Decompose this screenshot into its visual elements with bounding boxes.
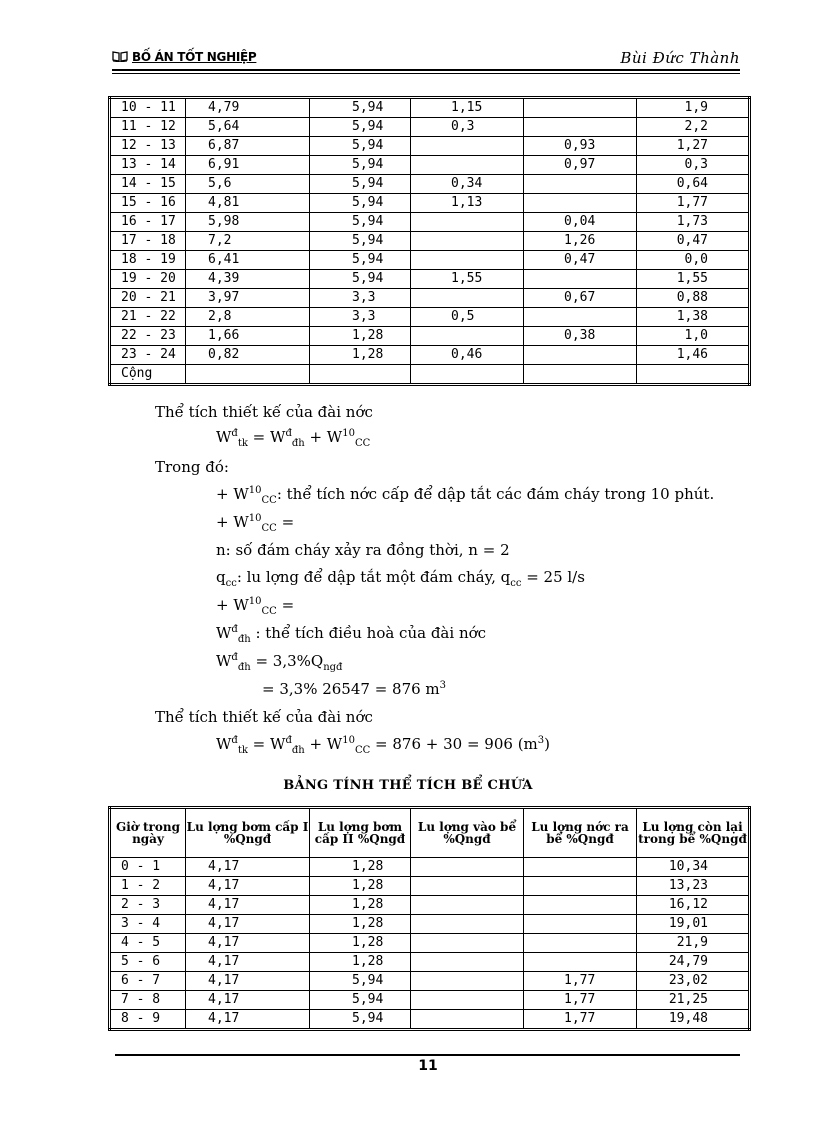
table-cell: 4,17 [186,934,310,953]
table-cell [524,346,637,365]
table-cell [411,934,524,953]
table-cell [411,327,524,346]
table-row [110,175,750,194]
table-row [110,1010,750,1030]
table-cell: 5,94 [310,175,411,194]
table-cell: 1,73 [637,213,750,232]
table-cell: 0,5 [411,308,524,327]
column-header: Lu lợng vào bể %Qngđ [411,808,524,858]
table-cell: 10 - 11 [110,98,186,118]
table-row [110,289,750,308]
table-cell: 4,17 [186,972,310,991]
text-line: $W^đ_{đh}$ : thể tích điều hoà của đài nớc [216,624,487,645]
table-cell [411,991,524,1010]
table-cell [524,98,637,118]
table-cell [411,251,524,270]
table-cell: 0,3 [637,156,750,175]
table-row [110,118,750,137]
table-cell: 11 - 12 [110,118,186,137]
header-author: Bùi Đức Thành [620,49,740,67]
table-cell: 1,55 [411,270,524,289]
table-row [110,346,750,365]
text-line: $q_{cc}$: lu lợng để dập tắt một đám cháy, $q_{cc} = 25$ l/s [216,568,585,589]
table-cell: 1,9 [637,98,750,118]
table-cell: 5,94 [310,98,411,118]
water-tower-table-body [110,98,750,385]
table-cell [524,934,637,953]
table-row [110,934,750,953]
table-cell: 14 - 15 [110,175,186,194]
table-cell: 1,28 [310,915,411,934]
table-cell: 1,28 [310,934,411,953]
table-cell: 1,55 [637,270,750,289]
table-row [110,308,750,327]
table-cell: 16 - 17 [110,213,186,232]
table-cell [524,877,637,896]
table-cell: 0,38 [524,327,637,346]
table-cell: 5,94 [310,991,411,1010]
header-left-text: BỐ ÁN TỐT NGHIỆP [132,50,257,64]
table-cell: 1,28 [310,327,411,346]
table-row [110,156,750,175]
table-row [110,232,750,251]
table-cell: 5,94 [310,251,411,270]
column-header: Lu lợng bơm cấp II %Qngđ [310,808,411,858]
table-cell: 4,17 [186,953,310,972]
table-row [110,896,750,915]
reservoir-table [108,806,751,1031]
formula-line: $W^đ_{tk} = W^đ_{đh} + W^{10}_{CC} = 876 + 30 = 906$ $(m^3)$ [216,735,551,756]
table-row [110,972,750,991]
table-cell [186,365,310,385]
table-cell [411,915,524,934]
table-cell: 1,77 [524,972,637,991]
table-cell: 21,9 [637,934,750,953]
text-line: $W^đ_{đh} = 3,3\%Q_{ngđ}$ [216,652,343,673]
table-cell: 5,6 [186,175,310,194]
table-row [110,137,750,156]
header-rule [112,69,740,71]
table-cell: 5,94 [310,270,411,289]
table-cell: 5,94 [310,194,411,213]
table-cell: 13,23 [637,877,750,896]
table-cell: 10,34 [637,858,750,877]
table-cell: 1,28 [310,346,411,365]
column-header: Lu lợng nớc ra bể %Qngđ [524,808,637,858]
table-cell: 0,82 [186,346,310,365]
table-cell [524,270,637,289]
table-row [110,991,750,1010]
table-cell [524,915,637,934]
text-line: + $W^{10}_{CC}$ = [216,513,295,534]
footer-rule [115,1054,740,1056]
table-cell [411,213,524,232]
table-cell: 19,01 [637,915,750,934]
table-row [110,877,750,896]
table-cell: 19 - 20 [110,270,186,289]
table-cell [524,953,637,972]
table-row [110,270,750,289]
table-cell [524,175,637,194]
table-cell: 3,3 [310,308,411,327]
table-row [110,858,750,877]
table-cell: 6,87 [186,137,310,156]
table-cell [411,953,524,972]
table-cell: 13 - 14 [110,156,186,175]
table-cell: 0,64 [637,175,750,194]
table-cell [524,308,637,327]
table-cell [411,896,524,915]
table-cell: 8 - 9 [110,1010,186,1030]
table-cell: 4,81 [186,194,310,213]
table-cell: 2,2 [637,118,750,137]
table-cell: 23,02 [637,972,750,991]
table-cell [637,365,750,385]
table-cell: 5,94 [310,972,411,991]
text-line: = 3,3% 26547 = 876 $m^3$ [262,680,447,698]
table-cell [524,858,637,877]
table-cell [524,365,637,385]
table-cell [411,365,524,385]
table-cell: 16,12 [637,896,750,915]
table-cell [411,156,524,175]
table-cell: 22 - 23 [110,327,186,346]
table-cell: 1,38 [637,308,750,327]
table-cell: 1,13 [411,194,524,213]
book-icon [112,51,128,62]
table-row [110,213,750,232]
table-cell: 20 - 21 [110,289,186,308]
table-cell: 4,17 [186,896,310,915]
table-cell: 5,94 [310,213,411,232]
table-cell: 3 - 4 [110,915,186,934]
table-cell: 2 - 3 [110,896,186,915]
text-line: Trong đó: [155,458,229,476]
table-cell [411,289,524,308]
table-cell: 1,27 [637,137,750,156]
header-rule-thin [112,73,740,74]
table-cell: 1,77 [524,1010,637,1030]
table-cell: 4,17 [186,1010,310,1030]
table-cell: 23 - 24 [110,346,186,365]
table-cell: 6,91 [186,156,310,175]
table-header-row [110,808,750,858]
table-cell: 21,25 [637,991,750,1010]
table-cell: 3,3 [310,289,411,308]
table-cell: 0,97 [524,156,637,175]
table-cell: 12 - 13 [110,137,186,156]
table-cell: 1,28 [310,953,411,972]
table-cell: 5,94 [310,137,411,156]
table-cell: 1,26 [524,232,637,251]
table-cell: 0,46 [411,346,524,365]
table-cell [524,194,637,213]
table-cell: 5,94 [310,118,411,137]
table-cell: 18 - 19 [110,251,186,270]
table-cell: 5 - 6 [110,953,186,972]
table-cell: 4,79 [186,98,310,118]
formula-line: $W^đ_{tk} = W^đ_{đh} + W^{10}_{CC}$ [216,428,371,449]
table-cell: 4,17 [186,877,310,896]
table-cell [411,877,524,896]
table-cell: 4,17 [186,915,310,934]
table-cell: 0 - 1 [110,858,186,877]
table-cell: 1,46 [637,346,750,365]
table-cell: 4 - 5 [110,934,186,953]
column-header: Giờ trong ngày [110,808,186,858]
table-cell: 6 - 7 [110,972,186,991]
water-tower-table [108,96,751,386]
table-cell: 5,94 [310,1010,411,1030]
table-cell [524,118,637,137]
table-cell: 6,41 [186,251,310,270]
text-line: Thể tích thiết kế của đài nớc [155,403,373,421]
table-cell: 4,17 [186,858,310,877]
table-cell: 0,3 [411,118,524,137]
table-cell: 7,2 [186,232,310,251]
column-header: Lu lợng còn lại trong bể %Qngđ [637,808,750,858]
text-line: n: số đám cháy xảy ra đồng thời, n = 2 [216,541,510,559]
text-line: + $W^{10}_{CC}$ = [216,596,295,617]
table-cell: 0,93 [524,137,637,156]
table-cell: 1,0 [637,327,750,346]
table-cell: 1,15 [411,98,524,118]
table-cell: 19,48 [637,1010,750,1030]
table-caption: BẢNG TÍNH THỂ TÍCH BỂ CHỨA [283,778,533,793]
table-cell: 1,28 [310,858,411,877]
table-cell: 5,98 [186,213,310,232]
table-cell: 17 - 18 [110,232,186,251]
table-row [110,365,750,385]
table-cell: 3,97 [186,289,310,308]
text-line: Thể tích thiết kế của đài nớc [155,708,373,726]
column-header: Lu lợng bơm cấp I %Qngđ [186,808,310,858]
table-cell: 1,77 [637,194,750,213]
table-cell: 0,34 [411,175,524,194]
table-cell: 2,8 [186,308,310,327]
table-cell: 0,04 [524,213,637,232]
table-cell: 24,79 [637,953,750,972]
table-cell [310,365,411,385]
table-cell: 1,28 [310,896,411,915]
table-row [110,953,750,972]
page-number: 11 [418,1058,438,1074]
table-row [110,915,750,934]
table-cell: 1,77 [524,991,637,1010]
table-row [110,327,750,346]
table-cell: 5,94 [310,232,411,251]
table-cell: 1,28 [310,877,411,896]
header-title [112,50,256,64]
table-cell: Cộng [110,365,186,385]
table-row [110,98,750,118]
table-cell [411,232,524,251]
table-cell [411,1010,524,1030]
table-cell [411,972,524,991]
table-cell [524,896,637,915]
table-cell: 21 - 22 [110,308,186,327]
table-cell: 1,66 [186,327,310,346]
table-cell: 5,94 [310,156,411,175]
table-cell: 7 - 8 [110,991,186,1010]
table-cell [411,137,524,156]
table-cell: 4,39 [186,270,310,289]
table-cell [411,858,524,877]
table-cell: 5,64 [186,118,310,137]
page-header [112,50,740,70]
table-cell: 0,47 [524,251,637,270]
table-row [110,251,750,270]
text-line: + $W^{10}_{CC}$: thể tích nớc cấp để dập tắt các đám cháy trong 10 phút. [216,485,715,506]
table-cell: 4,17 [186,991,310,1010]
table-cell: 15 - 16 [110,194,186,213]
table-row [110,194,750,213]
table-cell: 0,47 [637,232,750,251]
table-cell: 0,67 [524,289,637,308]
table-cell: 0,0 [637,251,750,270]
table-cell: 1 - 2 [110,877,186,896]
reservoir-table-body [110,858,750,1030]
table-cell: 0,88 [637,289,750,308]
